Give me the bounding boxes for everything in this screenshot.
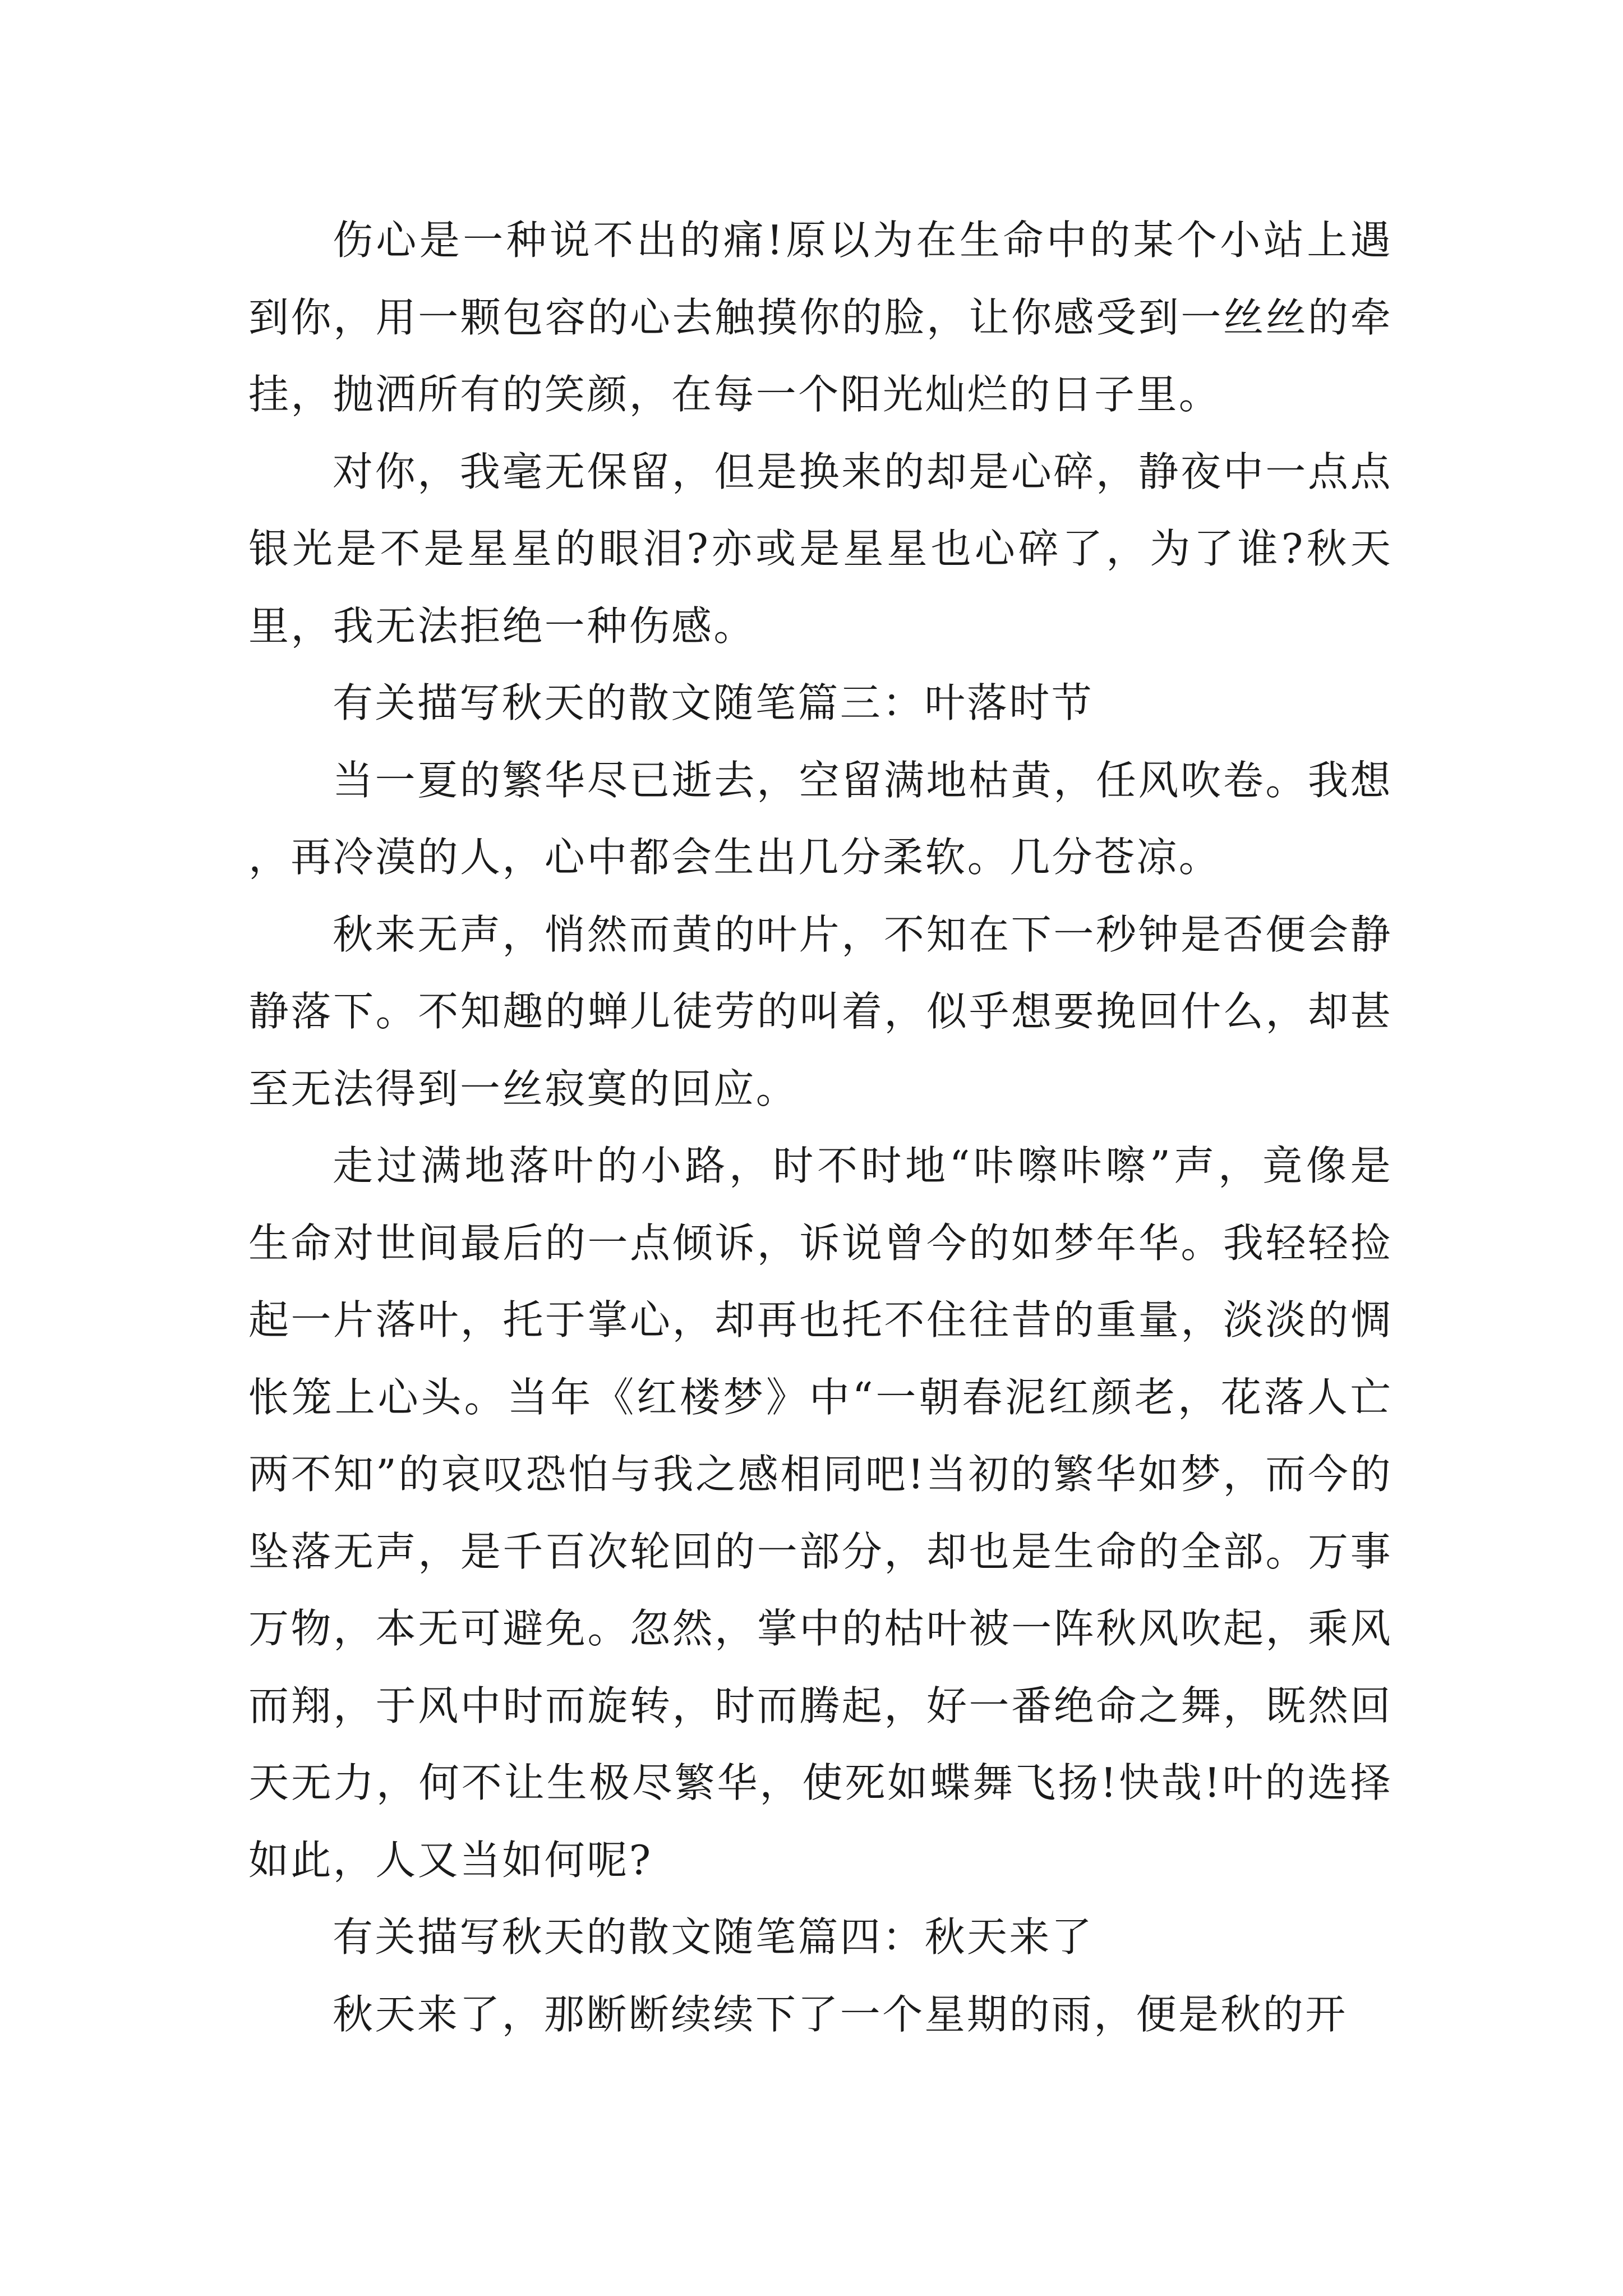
paragraph: 秋来无声，悄然而黄的叶片，不知在下一秒钟是否便会静静落下。不知趣的蝉儿徒劳的叫着，似乎想要挽回什么，却甚至无法得到一丝寂寞的回应。 xyxy=(248,910,1393,1112)
paragraph: 走过满地落叶的小路，时不时地“咔嚓咔嚓”声，竟像是生命对世间最后的一点倾诉，诉说曾今的如梦年华。我轻轻捡起一片落叶，托于掌心，却再也托不住往昔的重量，淡淡的惆怅笼上心头。当年《红楼梦》中“一朝春泥红颜老，花落人亡两不知”的哀叹恐怕与我之感相同吧!当初的繁华如梦，而今的坠落无声，是千百次轮回的一部分，却也是生命的全部。万事万物，本无可避免。忽然，掌中的枯叶被一阵秋风吹起，乘风而翔，于风中时而旋转，时而腾起，好一番绝命之舞，既然回天无力，何不让生极尽繁华，使死如蝶舞飞扬!快哉!叶的选择如此，人又当如何呢? xyxy=(248,1142,1393,1884)
document-body xyxy=(248,202,1393,2053)
paragraph: 伤心是一种说不出的痛!原以为在生命中的某个小站上遇到你，用一颗包容的心去触摸你的脸，让你感受到一丝丝的牵挂，抛洒所有的笑颜，在每一个阳光灿烂的日子里。 xyxy=(248,217,1393,418)
paragraph: 对你，我毫无保留，但是换来的却是心碎，静夜中一点点银光是不是星星的眼泪?亦或是星星也心碎了，为了谁?秋天里，我无法拒绝一种伤感。 xyxy=(248,448,1393,650)
section-heading: 有关描写秋天的散文随笔篇四：秋天来了 xyxy=(333,1913,1094,1961)
paragraph: 当一夏的繁华尽已逝去，空留满地枯黄，任风吹卷。我想，再冷漠的人，心中都会生出几分柔软。几分苍凉。 xyxy=(248,756,1393,881)
paragraph: 秋天来了，那断断续续下了一个星期的雨，便是秋的开 xyxy=(333,1990,1348,2038)
section-heading: 有关描写秋天的散文随笔篇三：叶落时节 xyxy=(333,679,1094,726)
